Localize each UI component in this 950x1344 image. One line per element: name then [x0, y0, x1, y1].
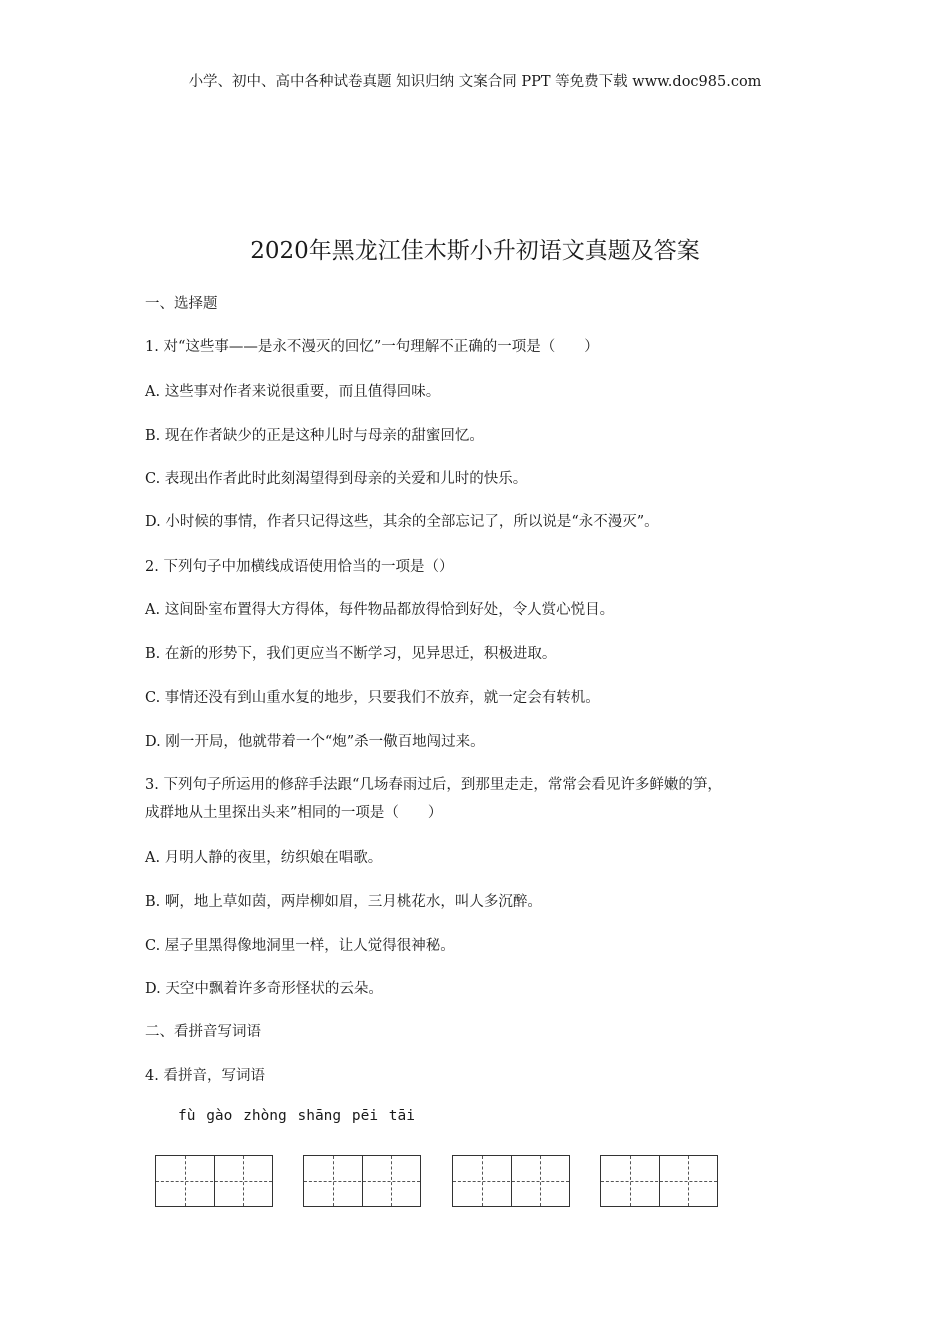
question-2-option-b: B. 在新的形势下，我们更应当不断学习，见异思迁，积极进取。: [145, 646, 557, 662]
section-heading-pinyin: 二、看拼音写词语: [145, 1024, 261, 1040]
question-3-stem-line1: 3. 下列句子所运用的修辞手法跟“几场春雨过后，到那里走走，常常会看见许多鲜嫩的笋，: [145, 777, 722, 793]
question-3-stem-line2: 成群地从土里探出头来”相同的一项是（ ）: [145, 805, 443, 821]
question-1-option-a: A. 这些事对作者来说很重要，而且值得回味。: [145, 384, 441, 400]
question-3-option-d: D. 天空中飘着许多奇形怪状的云朵。: [145, 981, 383, 997]
question-2-option-d: D. 刚一开局，他就带着一个“炮”杀一儆百地闯过来。: [145, 734, 485, 750]
question-3-option-c: C. 屋子里黑得像地洞里一样，让人觉得很神秘。: [145, 938, 455, 954]
writing-grid-2[interactable]: [303, 1155, 421, 1207]
page-title: 2020年黑龙江佳木斯小升初语文真题及答案: [250, 238, 700, 264]
writing-grid-3[interactable]: [452, 1155, 570, 1207]
question-2-stem: 2. 下列句子中加横线成语使用恰当的一项是（）: [145, 559, 454, 575]
section-heading-choice: 一、选择题: [145, 296, 218, 312]
question-4-stem: 4. 看拼音，写词语: [145, 1068, 265, 1084]
question-1-option-c: C. 表现出作者此时此刻渴望得到母亲的关爱和儿时的快乐。: [145, 471, 528, 487]
question-3-option-a: A. 月明人静的夜里，纺织娘在唱歌。: [145, 850, 383, 866]
question-3-option-b: B. 啊，地上草如茵，两岸柳如眉，三月桃花水，叫人多沉醉。: [145, 894, 542, 910]
question-1-stem: 1. 对“这些事——是永不漫灭的回忆”一句理解不正确的一项是（ ）: [145, 339, 599, 355]
pinyin-prompt: fù gào zhòng shāng pēi tāi: [178, 1108, 415, 1124]
question-2-option-a: A. 这间卧室布置得大方得体，每件物品都放得恰到好处，令人赏心悦目。: [145, 602, 615, 618]
writing-grid-1[interactable]: [155, 1155, 273, 1207]
question-1-option-b: B. 现在作者缺少的正是这种儿时与母亲的甜蜜回忆。: [145, 428, 484, 444]
question-1-option-d: D. 小时候的事情，作者只记得这些，其余的全部忘记了，所以说是“永不漫灭”。: [145, 514, 659, 530]
writing-grid-4[interactable]: [600, 1155, 718, 1207]
site-header: 小学、初中、高中各种试卷真题 知识归纳 文案合同 PPT 等免费下载 www.doc985.com: [188, 74, 762, 90]
question-2-option-c: C. 事情还没有到山重水复的地步，只要我们不放弃，就一定会有转机。: [145, 690, 600, 706]
